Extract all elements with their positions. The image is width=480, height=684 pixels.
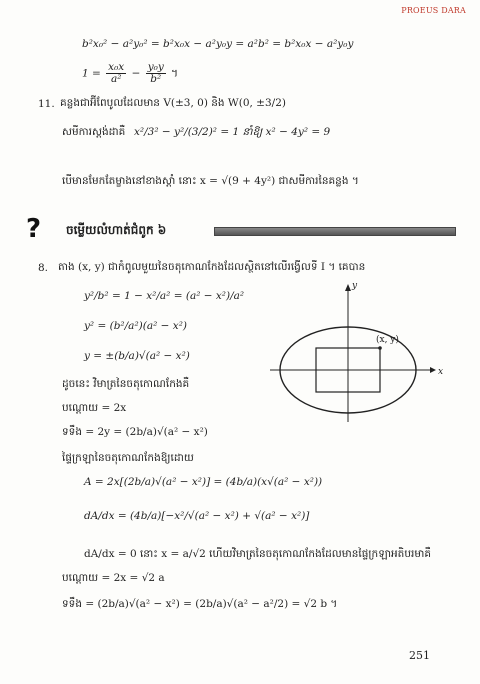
eq2-lhs: 1 = [82, 67, 101, 80]
y-axis-label: y [352, 281, 358, 291]
vertex-point [378, 346, 382, 350]
equation-line-1: b²x₀² − a²y₀² = b²x₀x − a²y₀y = a²b² = b²x₀x − a²y₀y [82, 38, 354, 50]
x-axis-label: x [438, 367, 444, 377]
fraction: $\frac{\text{y₀y}}{\text{b²}}$ [147, 61, 164, 86]
fraction: $\frac{\text{x₀x}}{\text{a²}}$ [108, 61, 125, 86]
point-label: (x, y) [376, 335, 399, 345]
length-formula: បណ្តោយ = 2x [62, 402, 127, 414]
y-axis-arrow [345, 284, 351, 291]
x-axis-arrow [430, 367, 436, 373]
hyperbola-equation: x²/3² − y²/(3/2)² = 1 នាំឱ្យ x² − 4y² = 9 [134, 126, 331, 138]
dimensions-intro: ដូចនេះ វិមាត្រនៃចតុកោណកែងគឺ [62, 378, 190, 390]
problem-text: តាង (x, y) ជាកំពូលមួយនៃចតុកោណកែងដែលស្ថិតនៅលើរង្វើលទី I ។ គេបាន [58, 261, 366, 273]
max-width: ទទឹង = (2b/a)√(a² − x²) = (2b/a)√(a² − a²/2) = √2 b ។ [62, 598, 338, 610]
header-brand: PROEUS DARA [401, 6, 466, 15]
problem-number: 11. [38, 98, 55, 110]
problem-conclusion: បើមានមែកតែម្ខាងនៅខាងស្តាំ នោះ x = √(9 + 4y²) ជាសមីការនៃគន្លង ។ [62, 175, 359, 187]
step-2: y² = (b²/a²)(a² − x²) [84, 320, 188, 332]
step-3: y = ±(b/a)√(a² − x²) [84, 350, 190, 362]
step-1: y²/b² = 1 − x²/a² = (a² − x²)/a² [84, 290, 245, 302]
question-icon: ? [26, 214, 42, 244]
ellipse-graph [268, 278, 444, 424]
width-formula: ទទឹង = 2y = (2b/a)√(a² − x²) [62, 426, 208, 438]
section-divider [214, 227, 456, 236]
problem-text: គន្លងជាអ៊ីពែបូលដែលមាន V(±3, 0) និង W(0, ±3/2) [60, 97, 286, 109]
area-formula: A = 2x[(2b/a)√(a² − x²)] = (4b/a)(x√(a² − x²)) [84, 476, 323, 488]
critical-point: dA/dx = 0 នោះ x = a/√2 ហើយវិមាត្រនៃចតុកោណកែងដែលមានផ្ទៃក្រឡាអតិបរមាគឺ [84, 548, 432, 560]
section-title: ចម្លើយលំហាត់ជំពូក ៦ [66, 223, 167, 237]
equation-label: សមីការស្តង់ដាគឺ [62, 126, 126, 138]
problem-number: 8. [38, 262, 49, 274]
derivative-formula: dA/dx = (4b/a)[−x²/√(a² − x²) + √(a² − x²)] [84, 510, 310, 522]
page-number: 251 [409, 649, 430, 662]
section-banner [26, 214, 456, 244]
area-intro: ផ្ទៃក្រឡានៃចតុកោណកែងឱ្យដោយ [62, 452, 194, 464]
equation-line-2: 1 = $\frac{\text{x₀x}}{\text{a²}}$ − $\frac{\text{y₀y}}{\text{b²}}$ ។ [82, 61, 179, 86]
max-length: បណ្តោយ = 2x = √2 a [62, 572, 165, 584]
